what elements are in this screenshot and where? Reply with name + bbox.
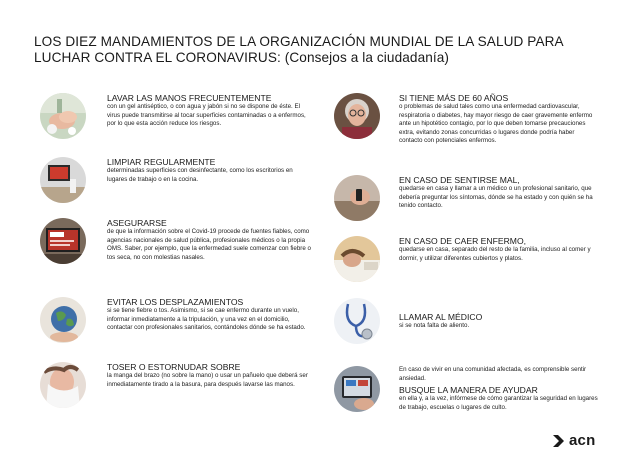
tip-body: en ella y, a la vez, infórmese de cómo garantizar la seguridad en lugares de trabajo, escuelas o lugares de culto. [399, 395, 598, 411]
tip-body: si se tiene fiebre o tos. Asimismo, si se cae enfermo durante un vuelo, informar inmediatamente a la tripulación, y una vez en el domicilio, contactar con profesionales sanitarios, contándoles dónde se ha estado. [107, 307, 306, 331]
tablet-info-photo [334, 366, 380, 412]
tip-make-sure [40, 218, 320, 288]
tip-body: de que la información sobre el Covid-19 procede de fuentes fiables, como agencias nacionales de salud pública, profesionales médicos o la propia OMS. Saber, por ejemplo, que la enfermedad suele comenzar con fiebre o tos seca, no con molestias nasales. [107, 228, 311, 261]
tip-body: quedarse en casa y llamar a un médico o un profesional sanitario, que debería preguntar los síntomas, dónde se ha estado y con quién se ha tenido contacto. [399, 185, 593, 209]
tip-cough-sneeze [40, 362, 320, 412]
phone-call-photo [334, 175, 380, 221]
tip-help [334, 366, 604, 421]
tip-avoid-travel [40, 297, 320, 352]
tip-heading: EVITAR LOS DESPLAZAMIENTOS [107, 297, 244, 307]
tip-clean-regularly [40, 157, 320, 207]
tip-intro: En caso de vivir en una comunidad afectada, es comprensible sentir ansiedad. [399, 366, 587, 382]
tip-body: si se nota falta de aliento. [399, 322, 470, 329]
acn-logo-icon [553, 435, 567, 447]
tip-heading: EN CASO DE CAER ENFERMO, [399, 236, 527, 246]
desk-cleaning-photo [40, 157, 86, 203]
tip-heading: BUSQUE LA MANERA DE AYUDAR [399, 385, 538, 395]
tip-body: la manga del brazo (no sobre la mano) o usar un pañuelo que deberá ser inmediatamente tirado a la basura, para después lavarse las manos. [107, 372, 308, 388]
tip-heading: SI TIENE MÁS DE 60 AÑOS [399, 93, 509, 103]
tip-fall-ill [334, 236, 604, 286]
tip-heading: LAVAR LAS MANOS FRECUENTEMENTE [107, 93, 272, 103]
tip-over-60 [334, 93, 604, 163]
news-screen-photo [40, 218, 86, 264]
tip-heading: LIMPIAR REGULARMENTE [107, 157, 216, 167]
tip-heading: ASEGURARSE [107, 218, 167, 228]
globe-travel-photo [40, 297, 86, 343]
sick-in-bed-photo [334, 236, 380, 282]
tip-heading: EN CASO DE SENTIRSE MAL, [399, 175, 520, 185]
tip-wash-hands [40, 93, 320, 143]
tip-call-doctor [334, 298, 604, 348]
tip-feel-bad [334, 175, 604, 225]
page-title: LOS DIEZ MANDAMIENTOS DE LA ORGANIZACIÓN MUNDIAL DE LA SALUD PARA LUCHAR CONTRA EL CORONAVIRUS: (Consejos a la ciudadanía) [34, 34, 563, 65]
acn-logo [553, 432, 595, 449]
logo-text: acn [569, 432, 596, 449]
washing-hands-photo [40, 93, 86, 139]
sneeze-photo [40, 362, 86, 408]
tip-body: determinadas superficies con desinfectante, como los escritorios en lugares de trabajo o en la cocina. [107, 167, 293, 183]
tip-heading: LLAMAR AL MÉDICO [399, 312, 483, 322]
tip-body: o problemas de salud tales como una enfermedad cardiovascular, respiratoria o diabetes, hay mayor riesgo de caer gravemente enfermo ante un hipotético contagio, por lo que deben tomarse precauciones extra, evitando zonas concurridas o lugares donde podría haber contacto con potenciales enfermos. [399, 103, 593, 144]
elderly-woman-photo [334, 93, 380, 139]
tip-body: con un gel antiséptico, o con agua y jabón si no se dispone de éste. El virus puede transmitirse al tocar superficies contaminadas o a enfermos, por lo que esta acción reduce los riesgos. [107, 103, 306, 127]
tip-heading: TOSER O ESTORNUDAR SOBRE [107, 362, 241, 372]
tip-body: quedarse en casa, separado del resto de la familia, incluso al comer y dormir, y utilizar diferentes cubiertos y platos. [399, 246, 591, 262]
stethoscope-photo [334, 298, 380, 344]
